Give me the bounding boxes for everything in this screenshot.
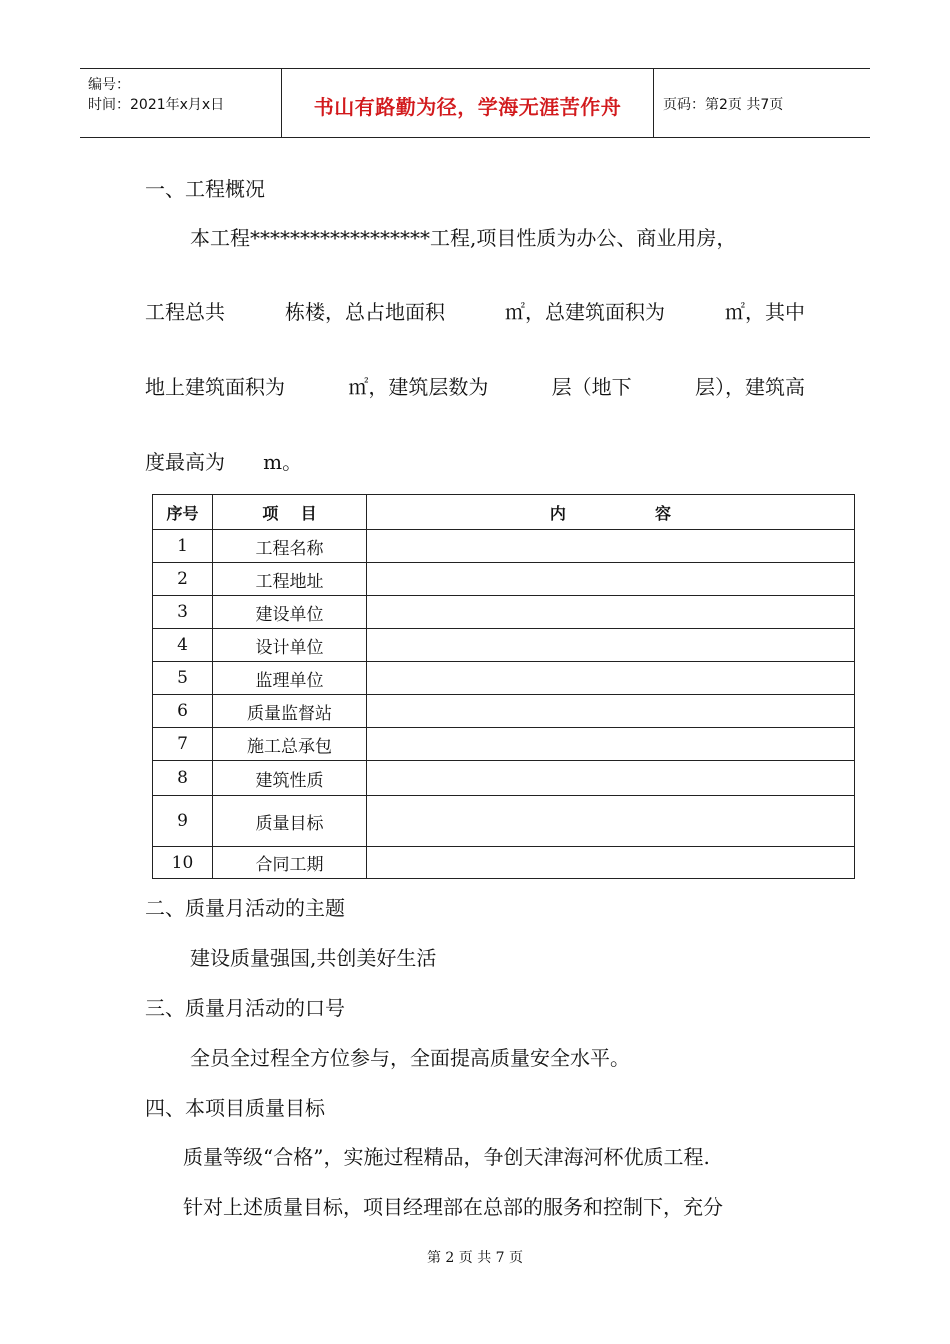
header-no: 序号 bbox=[153, 495, 213, 530]
section-1-line-3 bbox=[145, 371, 805, 400]
row-no: 9 bbox=[153, 796, 213, 847]
line-3-part-3: 层（地下 bbox=[551, 375, 632, 399]
table-row bbox=[153, 761, 855, 796]
line-3-part-2: ㎡，建筑层数为 bbox=[348, 375, 489, 399]
page-footer: 第 2 页 共 7 页 bbox=[426, 1250, 524, 1266]
section-4-text-1: 质量等级“合格”，实施过程精品，争创天津海河杯优质工程. bbox=[183, 1145, 710, 1169]
row-content bbox=[367, 596, 855, 629]
row-item: 合同工期 bbox=[213, 847, 367, 879]
line-2-part-2: 栋楼，总占地面积 bbox=[285, 300, 445, 324]
row-item: 建筑性质 bbox=[213, 761, 367, 796]
row-item: 施工总承包 bbox=[213, 728, 367, 761]
row-no: 3 bbox=[153, 596, 213, 629]
section-2-title: 二、质量月活动的主题 bbox=[145, 896, 345, 920]
row-content bbox=[367, 761, 855, 796]
row-content bbox=[367, 796, 855, 847]
table-row bbox=[153, 847, 855, 879]
header-page-code: 页码：第2页 共7页 bbox=[663, 97, 784, 113]
row-no: 10 bbox=[153, 847, 213, 879]
row-item: 工程地址 bbox=[213, 563, 367, 596]
line-2-part-4: ㎡，其中 bbox=[725, 300, 805, 324]
table-row bbox=[153, 629, 855, 662]
section-1-line-4: 度最高为 m。 bbox=[145, 450, 303, 474]
line-2-part-1: 工程总共 bbox=[145, 300, 225, 324]
table-row bbox=[153, 728, 855, 761]
document-date: 时间：2021年x月x日 bbox=[88, 97, 225, 113]
table-row bbox=[153, 695, 855, 728]
row-no: 5 bbox=[153, 662, 213, 695]
table-row bbox=[153, 662, 855, 695]
row-no: 7 bbox=[153, 728, 213, 761]
table-row bbox=[153, 530, 855, 563]
row-content bbox=[367, 563, 855, 596]
row-content bbox=[367, 662, 855, 695]
row-no: 1 bbox=[153, 530, 213, 563]
line-3-part-4: 层），建筑高 bbox=[694, 375, 805, 399]
row-no: 8 bbox=[153, 761, 213, 796]
section-4-title: 四、本项目质量目标 bbox=[145, 1096, 325, 1120]
table-row bbox=[153, 796, 855, 847]
row-content bbox=[367, 728, 855, 761]
section-2-text: 建设质量强国,共创美好生活 bbox=[190, 946, 437, 970]
line-2-part-3: ㎡，总建筑面积为 bbox=[505, 300, 665, 324]
row-content bbox=[367, 629, 855, 662]
row-item: 质量监督站 bbox=[213, 695, 367, 728]
header-motto: 书山有路勤为径，学海无涯苦作舟 bbox=[282, 69, 654, 137]
header-item: 项 目 bbox=[213, 495, 367, 530]
row-no: 4 bbox=[153, 629, 213, 662]
row-content bbox=[367, 847, 855, 879]
page-header bbox=[80, 68, 870, 138]
row-no: 6 bbox=[153, 695, 213, 728]
table-header-row bbox=[153, 495, 855, 530]
row-content bbox=[367, 530, 855, 563]
row-item: 设计单位 bbox=[213, 629, 367, 662]
document-number-label: 编号： bbox=[88, 77, 130, 93]
line-3-part-1: 地上建筑面积为 bbox=[145, 375, 285, 399]
row-content bbox=[367, 695, 855, 728]
table-row bbox=[153, 563, 855, 596]
header-meta bbox=[80, 69, 282, 137]
header-content: 内 容 bbox=[367, 495, 855, 530]
table-row bbox=[153, 596, 855, 629]
row-item: 建设单位 bbox=[213, 596, 367, 629]
row-item: 监理单位 bbox=[213, 662, 367, 695]
row-no: 2 bbox=[153, 563, 213, 596]
section-1-title: 一、工程概况 bbox=[145, 177, 265, 201]
row-item: 质量目标 bbox=[213, 796, 367, 847]
section-4-text-2: 针对上述质量目标，项目经理部在总部的服务和控制下，充分 bbox=[183, 1195, 723, 1219]
project-info-table bbox=[152, 494, 855, 879]
section-3-text: 全员全过程全方位参与，全面提高质量安全水平。 bbox=[190, 1046, 630, 1070]
section-3-title: 三、质量月活动的口号 bbox=[145, 996, 345, 1020]
section-1-line-2 bbox=[145, 296, 805, 325]
row-item: 工程名称 bbox=[213, 530, 367, 563]
section-1-line-1: 本工程******************工程,项目性质为办公、商业用房， bbox=[190, 226, 737, 250]
